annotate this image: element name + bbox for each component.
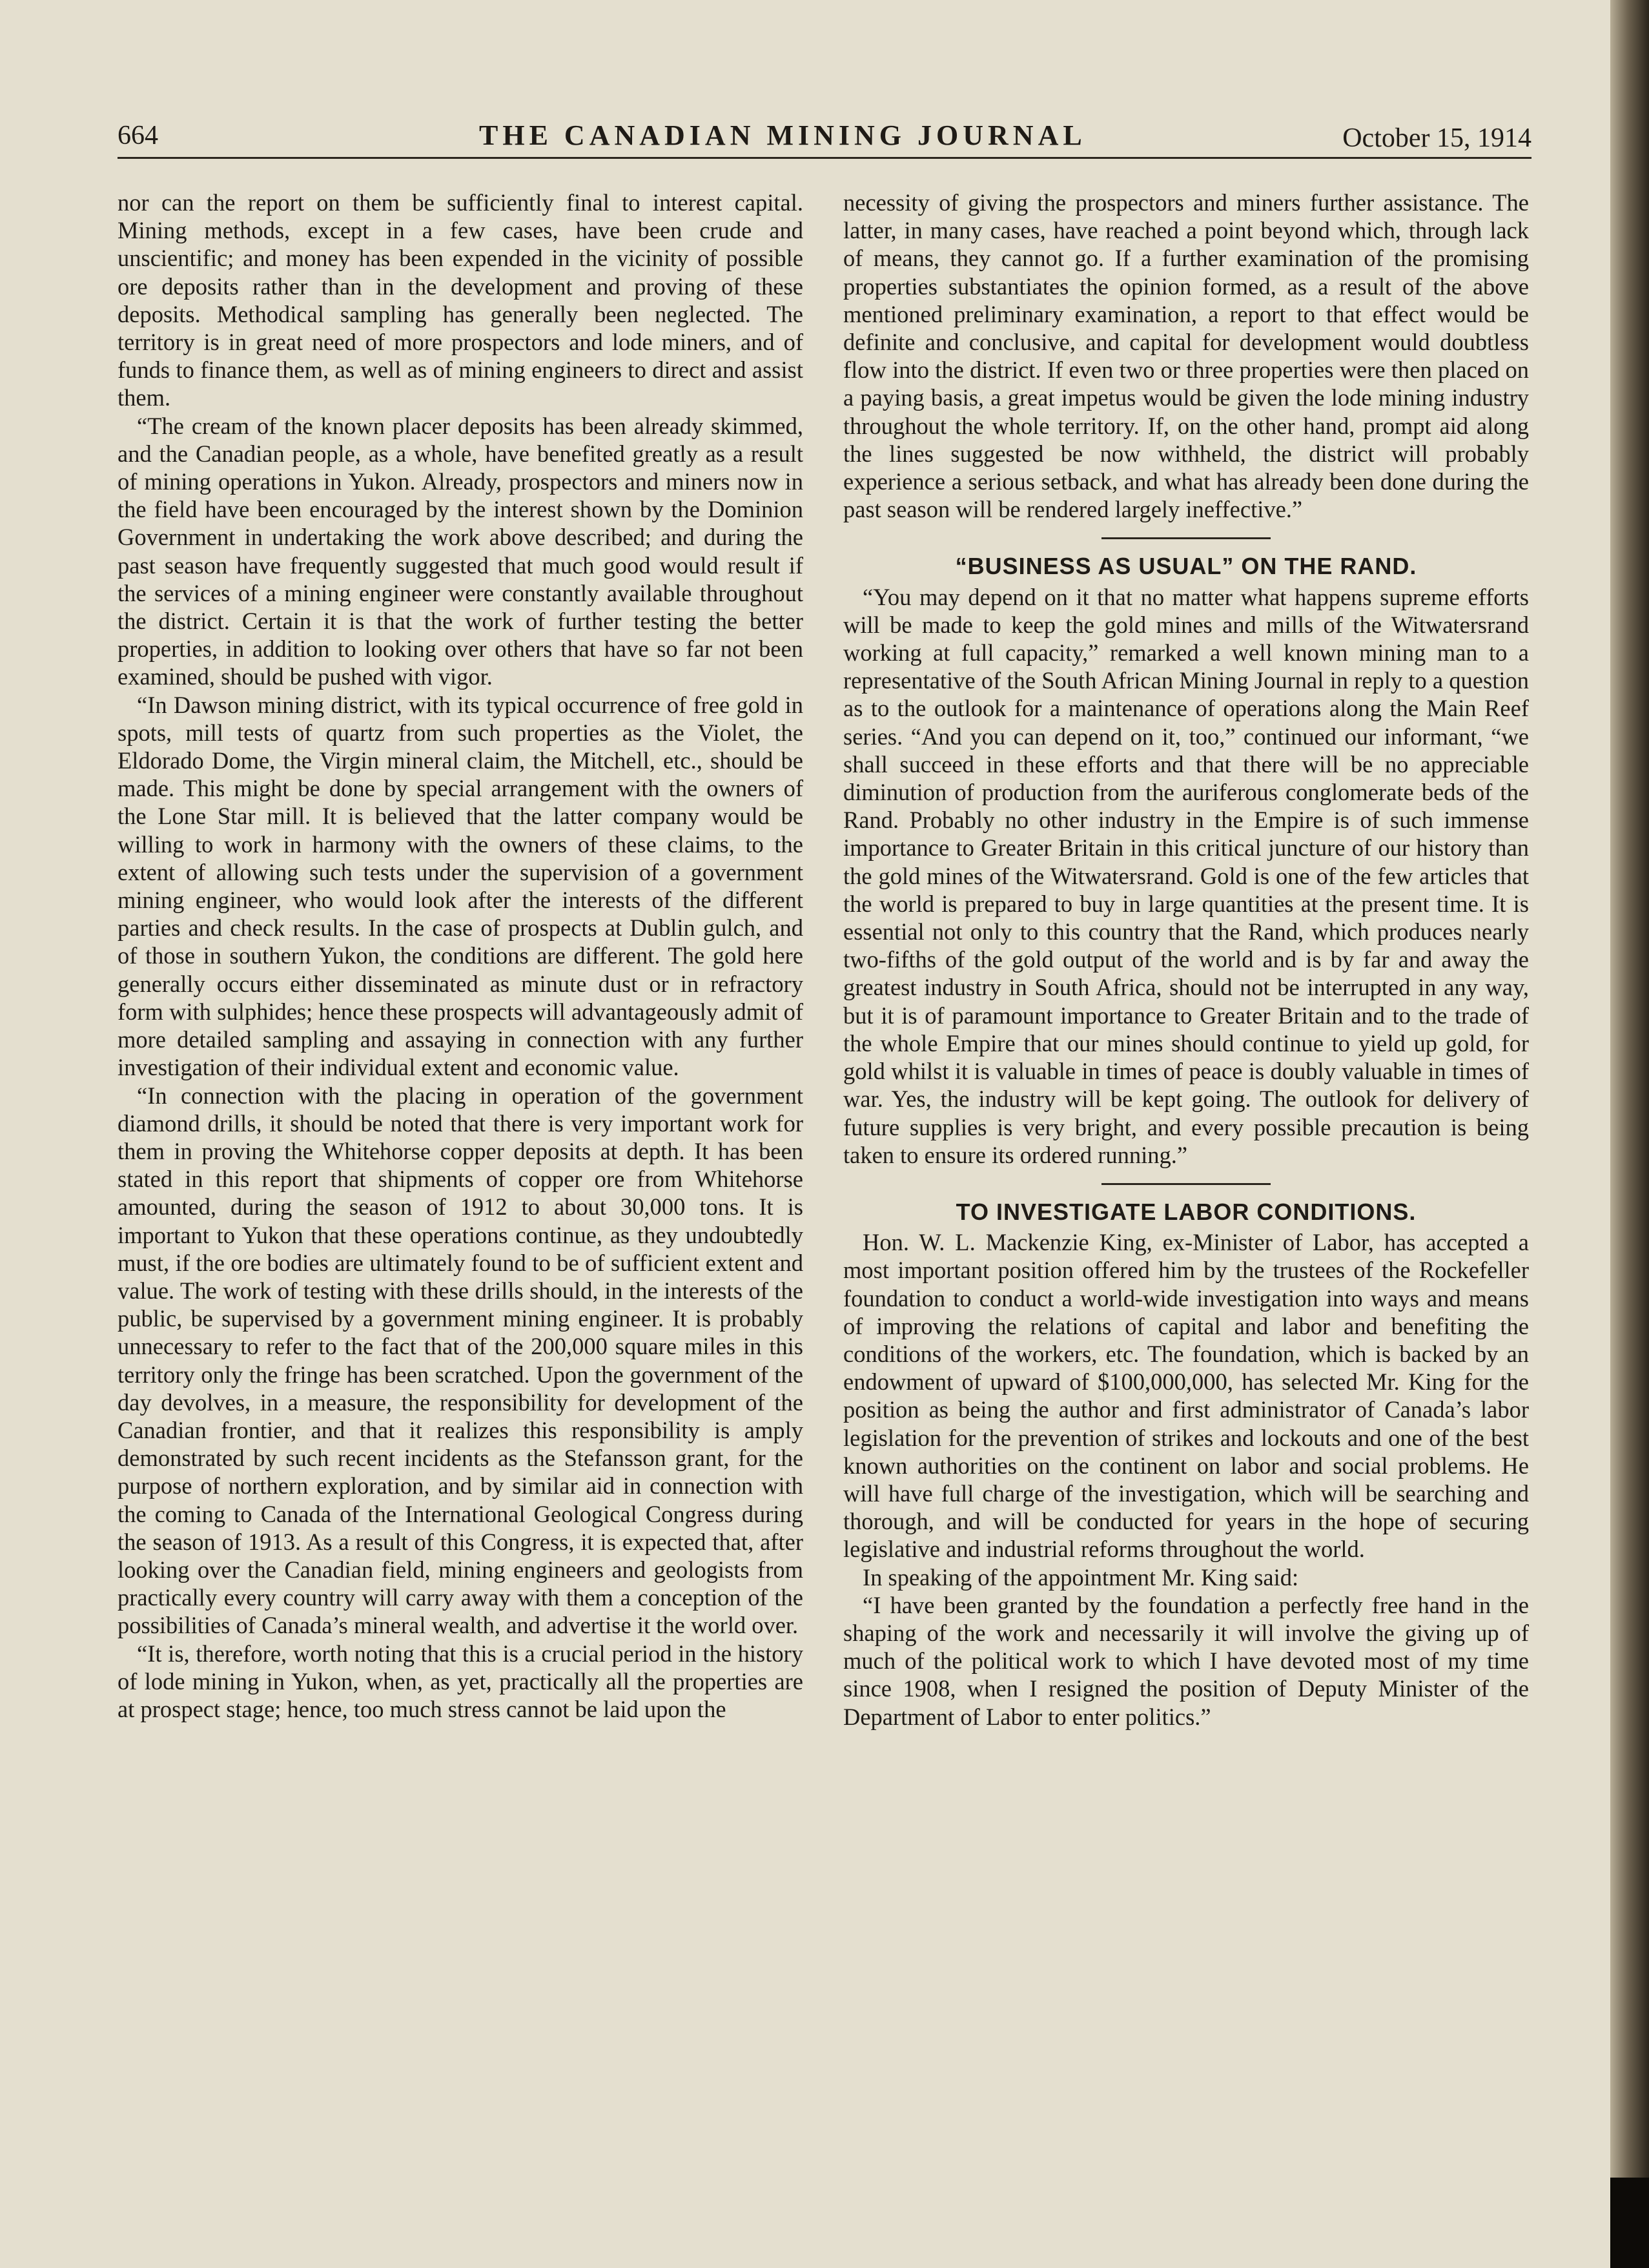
- left-column: [118, 189, 803, 1723]
- paragraph: “You may depend on it that no matter what happens supreme efforts will be made to keep the gold mines and mills of the Witwatersrand working at full capacity,” remarked a well known mining man to a representative of the South African Mining Journal in reply to a question as to the outlook for a maintenance of operations along the Main Reef series. “And you can depend on it, too,” continued our informant, “we shall succeed in these efforts and that there will be no appreciable diminution of production from the auriferous conglomerate beds of the Rand. Probably no other industry in the Empire is of such immense importance to Greater Britain in this critical juncture of our history than the gold mines of the Witwatersrand. Gold is one of the few articles that the world is prepared to buy in large quantities at the present time. It is essential not only to this country that the Rand, which produces nearly two-fifths of the gold output of the world and is by far and away the greatest industry in South Africa, should not be interrupted in any way, but it is of paramount importance to Greater Britain and to the trade of the whole Empire that our mines should continue to yield up gold, for gold whilst it is valuable in times of peace is doubly valuable in times of war. Yes, the industry will be kept going. The outlook for delivery of future supplies is very bright, and every possible precaution is being taken to ensure its ordered running.”: [843, 583, 1529, 1168]
- paragraph: necessity of giving the prospectors and miners further assistance. The latter, in many cases, have reached a point beyond which, through lack of means, they cannot go. If a further examination of the promising properties substantiates the opinion formed, as a result of the above mentioned preliminary examination, a report to that effect would be definite and conclusive, and capital for development would doubtless flow into the district. If even two or three properties were then placed on a paying basis, a great impetus would be given the lode mining industry throughout the whole territory. If, on the other hand, prompt aid along the lines suggested be now withheld, the district will probably experience a serious setback, and what has already been done during the past season will be rendered largely ineffective.”: [843, 189, 1529, 523]
- paragraph: “I have been granted by the foundation a perfectly free hand in the shaping of the work and necessarily it will involve the giving up of much of the political work to which I have devoted most of my time since 1908, when I resigned the position of Deputy Minister of the Department of Labor to enter politics.”: [843, 1591, 1529, 1730]
- paragraph: “It is, therefore, worth noting that this is a crucial period in the history of lode mining in Yukon, when, as yet, practically all the properties are at prospect stage; hence, too much stress cannot be laid upon the: [118, 1640, 803, 1722]
- page-number: 664: [118, 121, 158, 150]
- issue-date: October 15, 1914: [1342, 123, 1531, 153]
- paragraph: “In Dawson mining district, with its typical occurrence of free gold in spots, mill tests of quartz from such properties as the Violet, the Eldorado Dome, the Virgin mineral claim, the Mitchell, etc., should be made. This might be done by special arrangement with the owners of the Lone Star mill. It is believed that the latter company would be willing to work in harmony with the owners of these claims, to the extent of allowing such tests under the supervision of a government mining engineer, who would look after the interests of the different parties and check results. In the case of prospects at Dublin gulch, and of those in southern Yukon, the conditions are different. The gold here generally occurs either disseminated as minute dust or in refractory form with sulphides; hence these prospects will advantageously admit of more detailed sampling and assaying in connection with any further investigation of their individual extent and economic value.: [118, 691, 803, 1081]
- header-rule: [118, 157, 1531, 159]
- paragraph: “In connection with the placing in operation of the government diamond drills, it should be noted that there is very important work for them in proving the Whitehorse copper deposits at depth. It has been stated in this report that shipments of copper ore from Whitehorse amounted, during the season of 1912 to about 30,000 tons. It is important to Yukon that these operations continue, as they undoubtedly must, if the ore bodies are ultimately found to be of sufficient extent and value. The work of testing with these drills should, in the interests of the public, be supervised by a government mining engineer. It is probably unnecessary to refer to the fact that of the 200,000 square miles in this territory only the fringe has been scratched. Upon the government of the day devolves, in a measure, the responsibility for development of the Canadian frontier, and that it realizes this responsibility is amply demonstrated by such recent incidents as the Stefansson grant, for the purpose of northern exploration, and by similar aid in connection with the coming to Canada of the International Geological Congress during the season of 1913. As a result of this Congress, it is expected that, after looking over the Canadian field, mining engineers and geologists from practically every country will carry away with them a conception of the possibilities of Canada’s mineral wealth, and advertise it the world over.: [118, 1082, 803, 1639]
- paragraph: “The cream of the known placer deposits has been already skimmed, and the Canadian people, as a whole, have benefited greatly as a result of mining operations in Yukon. Already, prospectors and miners now in the field have been encouraged by the interest shown by the Dominion Government in undertaking the work above described; and during the past season have frequently suggested that much good would result if the services of a mining engineer were constantly available throughout the district. Certain it is that the work of further testing the better properties, in addition to looking over others that have so far not been examined, should be pushed with vigor.: [118, 412, 803, 690]
- section-divider: [1101, 1183, 1271, 1185]
- right-column: [843, 189, 1529, 1731]
- scan-corner: [1610, 2178, 1649, 2268]
- article-heading-rand: “BUSINESS AS USUAL” ON THE RAND.: [955, 553, 1417, 580]
- page-binding-edge: [1610, 0, 1649, 2268]
- section-divider: [1101, 537, 1271, 539]
- paragraph: In speaking of the appointment Mr. King said:: [863, 1563, 1299, 1591]
- paragraph: nor can the report on them be sufficiently final to interest capital. Mining methods, except in a few cases, have been crude and unscientific; and money has been expended in the vicinity of possible ore deposits rather than in the development and proving of these deposits. Methodical sampling has generally been neglected. The territory is in great need of more prospectors and lode miners, and of funds to finance them, as well as of mining engineers to direct and assist them.: [118, 189, 803, 411]
- paragraph: Hon. W. L. Mackenzie King, ex-Minister of Labor, has accepted a most important position offered him by the trustees of the Rockefeller foundation to conduct a world-wide investigation into ways and means of improving the relations of capital and labor and benefiting the conditions of the workers, etc. The foundation, which is backed by an endowment of upward of $100,000,000, has selected Mr. King for the position as being the author and first administrator of Canada’s labor legislation for the prevention of strikes and lockouts and one of the best known authorities on the continent on labor and social problems. He will have full charge of the investigation, which will be searching and thorough, and will be conducted for years in the hope of securing legislative and industrial reforms throughout the world.: [843, 1229, 1529, 1563]
- article-heading-labor: TO INVESTIGATE LABOR CONDITIONS.: [956, 1198, 1417, 1225]
- journal-title: THE CANADIAN MINING JOURNAL: [479, 119, 1087, 151]
- page-header: [118, 115, 1531, 158]
